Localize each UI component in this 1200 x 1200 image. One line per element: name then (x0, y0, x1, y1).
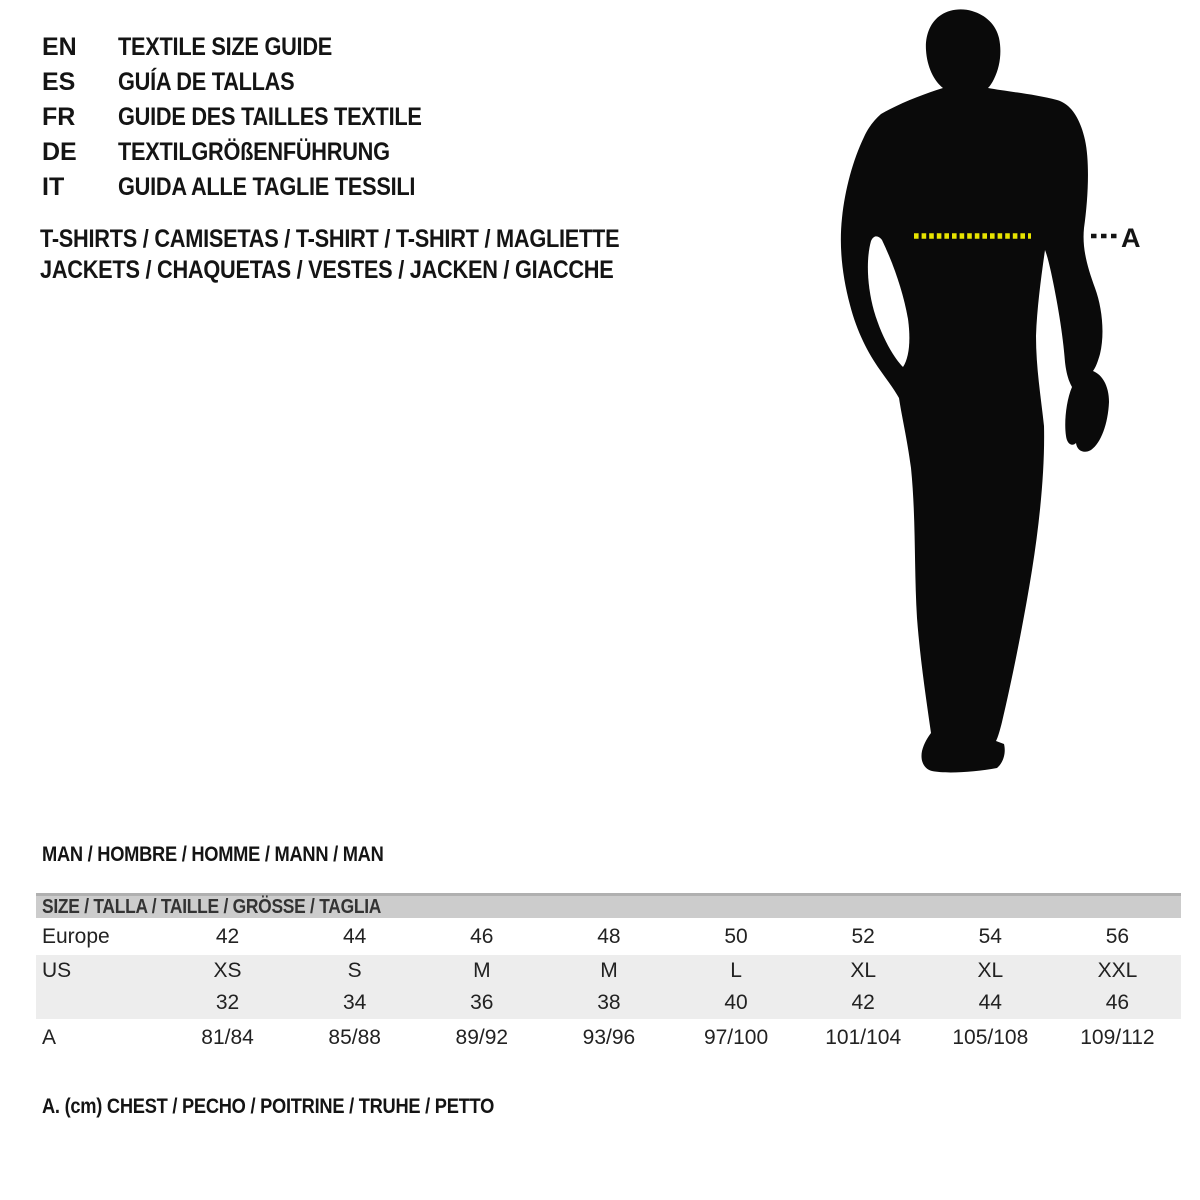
language-title: GUIDE DES TAILLES TEXTILE (118, 103, 422, 131)
size-cell: 109/112 (1080, 1026, 1155, 1049)
language-title: GUIDA ALLE TAGLIE TESSILI (118, 173, 416, 201)
size-cell: 44 (343, 924, 367, 948)
size-cell: L (730, 959, 742, 982)
size-cell: 42 (851, 991, 875, 1014)
language-row (42, 135, 467, 170)
size-table (36, 893, 1181, 1057)
language-title: TEXTILGRÖßENFÜHRUNG (118, 138, 390, 166)
language-code: EN (42, 33, 77, 61)
language-row (42, 170, 467, 205)
language-code: DE (42, 138, 77, 166)
category-line-jackets (40, 255, 706, 286)
size-cell: XXL (1097, 959, 1138, 982)
size-cell: S (347, 959, 362, 982)
language-row (42, 30, 467, 65)
size-cell: 46 (1105, 991, 1130, 1014)
language-row (42, 65, 467, 100)
size-cell: 56 (1105, 924, 1130, 948)
measurement-footnote (42, 1095, 562, 1119)
category-line-tshirts-text: T-SHIRTS / CAMISETAS / T-SHIRT / T-SHIRT / MAGLIETTE (40, 225, 620, 253)
size-cell: XL (850, 959, 877, 982)
size-cell: 50 (724, 924, 748, 948)
size-cell: 40 (724, 991, 748, 1014)
size-cell: 97/100 (703, 1026, 769, 1049)
size-cell: M (600, 959, 618, 982)
table-row-us (36, 955, 1181, 987)
size-cell: 105/108 (952, 1026, 1029, 1049)
table-row-numeric (36, 987, 1181, 1019)
category-lines (40, 224, 706, 286)
language-title: TEXTILE SIZE GUIDE (118, 33, 333, 61)
language-list (42, 30, 467, 205)
table-header (36, 893, 1181, 918)
language-code: FR (42, 103, 76, 131)
size-cell: 89/92 (455, 1026, 509, 1049)
measurement-footnote-text: A. (cm) CHEST / PECHO / POITRINE / TRUHE / PETTO (42, 1095, 495, 1118)
language-row (42, 100, 467, 135)
size-cell: 81/84 (201, 1026, 254, 1049)
measure-label-a: A (1121, 223, 1141, 253)
section-title-man (42, 843, 435, 867)
size-cell: 44 (978, 991, 1002, 1014)
size-cell: 54 (978, 924, 1002, 948)
section-title-man-text: MAN / HOMBRE / HOMME / MANN / MAN (42, 843, 384, 866)
size-cell: XL (977, 959, 1004, 982)
table-row-europe (36, 918, 1181, 955)
size-cell: 101/104 (825, 1026, 902, 1049)
category-line-tshirts (40, 224, 706, 255)
row-label: US (42, 959, 72, 982)
language-code: IT (42, 173, 65, 201)
size-cell: M (473, 959, 491, 982)
size-cell: 32 (215, 991, 240, 1014)
size-cell: 36 (470, 991, 494, 1014)
man-silhouette (841, 9, 1109, 772)
size-cell: 85/88 (328, 1026, 381, 1049)
row-label: A (42, 1026, 57, 1049)
table-header-text: SIZE / TALLA / TAILLE / GRÖSSE / TAGLIA (42, 895, 382, 918)
man-silhouette-figure (820, 0, 1190, 800)
size-cell: XS (213, 959, 242, 982)
category-line-jackets-text: JACKETS / CHAQUETAS / VESTES / JACKEN / GIACCHE (40, 256, 614, 284)
size-cell: 52 (851, 924, 875, 948)
size-cell: 93/96 (582, 1026, 636, 1049)
size-cell: 34 (343, 991, 367, 1014)
language-title: GUÍA DE TALLAS (118, 68, 295, 96)
table-row-chest (36, 1019, 1181, 1057)
size-cell: 42 (215, 924, 240, 948)
row-label: Europe (42, 924, 110, 948)
size-cell: 46 (470, 924, 494, 948)
size-cell: 38 (597, 991, 621, 1014)
language-code: ES (42, 68, 76, 96)
size-cell: 48 (597, 924, 621, 948)
